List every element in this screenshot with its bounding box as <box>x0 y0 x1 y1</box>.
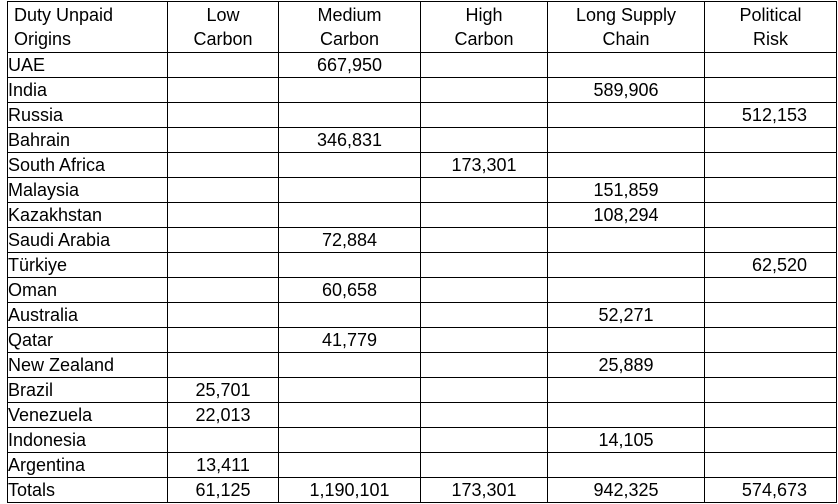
long-supply-chain-cell <box>548 53 705 78</box>
long-supply-chain-cell: 52,271 <box>548 303 705 328</box>
political-risk-cell <box>705 453 837 478</box>
header-political-risk <box>705 2 837 53</box>
low-carbon-cell <box>168 228 279 253</box>
political-risk-cell <box>705 353 837 378</box>
total-high-carbon: 173,301 <box>421 478 548 503</box>
table-row <box>8 128 837 153</box>
high-carbon-cell <box>421 328 548 353</box>
medium-carbon-cell <box>279 403 421 428</box>
medium-carbon-cell: 41,779 <box>279 328 421 353</box>
totals-label: Totals <box>8 478 168 503</box>
high-carbon-cell <box>421 353 548 378</box>
low-carbon-cell <box>168 178 279 203</box>
high-carbon-cell <box>421 53 548 78</box>
table-row <box>8 153 837 178</box>
low-carbon-cell <box>168 53 279 78</box>
low-carbon-cell: 25,701 <box>168 378 279 403</box>
origin-cell: Saudi Arabia <box>8 228 168 253</box>
medium-carbon-cell <box>279 453 421 478</box>
long-supply-chain-cell <box>548 378 705 403</box>
table-row <box>8 228 837 253</box>
medium-carbon-cell <box>279 103 421 128</box>
origin-cell: Indonesia <box>8 428 168 453</box>
medium-carbon-cell <box>279 428 421 453</box>
table-header <box>8 2 837 53</box>
high-carbon-cell <box>421 303 548 328</box>
header-medium-carbon <box>279 2 421 53</box>
political-risk-cell <box>705 203 837 228</box>
medium-carbon-cell <box>279 303 421 328</box>
high-carbon-cell <box>421 203 548 228</box>
low-carbon-cell <box>168 278 279 303</box>
origin-cell: Russia <box>8 103 168 128</box>
header-medium-carbon-line2: Carbon <box>319 29 380 49</box>
political-risk-cell <box>705 278 837 303</box>
political-risk-cell <box>705 128 837 153</box>
header-low-carbon-line1: Low <box>206 5 240 25</box>
high-carbon-cell <box>421 253 548 278</box>
high-carbon-cell <box>421 453 548 478</box>
header-high-carbon <box>421 2 548 53</box>
table-row <box>8 103 837 128</box>
political-risk-cell <box>705 178 837 203</box>
table-row <box>8 178 837 203</box>
table-row <box>8 428 837 453</box>
low-carbon-cell <box>168 78 279 103</box>
high-carbon-cell <box>421 428 548 453</box>
origin-cell: Türkiye <box>8 253 168 278</box>
low-carbon-cell: 13,411 <box>168 453 279 478</box>
medium-carbon-cell: 72,884 <box>279 228 421 253</box>
long-supply-chain-cell <box>548 228 705 253</box>
total-low-carbon: 61,125 <box>168 478 279 503</box>
totals-row <box>8 478 837 503</box>
medium-carbon-cell <box>279 178 421 203</box>
medium-carbon-cell <box>279 203 421 228</box>
table-row <box>8 303 837 328</box>
political-risk-cell <box>705 53 837 78</box>
medium-carbon-cell: 667,950 <box>279 53 421 78</box>
political-risk-cell <box>705 378 837 403</box>
medium-carbon-cell <box>279 78 421 103</box>
table-row <box>8 353 837 378</box>
total-long-supply-chain: 942,325 <box>548 478 705 503</box>
origin-cell: Kazakhstan <box>8 203 168 228</box>
low-carbon-cell <box>168 303 279 328</box>
long-supply-chain-cell <box>548 253 705 278</box>
high-carbon-cell <box>421 128 548 153</box>
political-risk-cell <box>705 78 837 103</box>
political-risk-cell <box>705 403 837 428</box>
low-carbon-cell <box>168 153 279 178</box>
long-supply-chain-cell <box>548 103 705 128</box>
origin-cell: Brazil <box>8 378 168 403</box>
long-supply-chain-cell <box>548 328 705 353</box>
header-low-carbon <box>168 2 279 53</box>
header-origins-line2: Origins <box>14 29 72 49</box>
medium-carbon-cell <box>279 153 421 178</box>
table-row <box>8 378 837 403</box>
total-medium-carbon: 1,190,101 <box>279 478 421 503</box>
high-carbon-cell <box>421 278 548 303</box>
long-supply-chain-cell: 151,859 <box>548 178 705 203</box>
origin-cell: India <box>8 78 168 103</box>
origin-cell: UAE <box>8 53 168 78</box>
header-political-risk-line2: Risk <box>753 29 788 49</box>
political-risk-cell <box>705 328 837 353</box>
table-row <box>8 203 837 228</box>
political-risk-cell <box>705 428 837 453</box>
table-row <box>8 253 837 278</box>
header-high-carbon-line1: High <box>465 5 503 25</box>
table-row <box>8 453 837 478</box>
long-supply-chain-cell <box>548 403 705 428</box>
duty-unpaid-origins-table <box>7 1 837 503</box>
header-long-supply-chain-line1: Long Supply <box>575 5 677 25</box>
table-row <box>8 328 837 353</box>
header-high-carbon-line2: Carbon <box>454 29 514 49</box>
header-long-supply-chain-line2: Chain <box>602 29 650 49</box>
low-carbon-cell <box>168 128 279 153</box>
header-long-supply-chain <box>548 2 705 53</box>
origin-cell: Qatar <box>8 328 168 353</box>
header-low-carbon-line2: Carbon <box>193 29 253 49</box>
table-row <box>8 78 837 103</box>
political-risk-cell <box>705 228 837 253</box>
long-supply-chain-cell <box>548 128 705 153</box>
high-carbon-cell <box>421 103 548 128</box>
table-body <box>8 53 837 503</box>
table-row <box>8 278 837 303</box>
low-carbon-cell <box>168 428 279 453</box>
long-supply-chain-cell: 108,294 <box>548 203 705 228</box>
high-carbon-cell: 173,301 <box>421 153 548 178</box>
long-supply-chain-cell <box>548 278 705 303</box>
origin-cell: Malaysia <box>8 178 168 203</box>
low-carbon-cell <box>168 253 279 278</box>
low-carbon-cell <box>168 353 279 378</box>
header-origins <box>8 2 168 53</box>
table-row <box>8 53 837 78</box>
high-carbon-cell <box>421 403 548 428</box>
political-risk-cell <box>705 303 837 328</box>
header-origins-line1: Duty Unpaid <box>14 5 114 25</box>
table-row <box>8 403 837 428</box>
long-supply-chain-cell: 589,906 <box>548 78 705 103</box>
origin-cell: New Zealand <box>8 353 168 378</box>
political-risk-cell: 62,520 <box>705 253 837 278</box>
origin-cell: Argentina <box>8 453 168 478</box>
political-risk-cell <box>705 153 837 178</box>
high-carbon-cell <box>421 378 548 403</box>
high-carbon-cell <box>421 78 548 103</box>
total-political-risk: 574,673 <box>705 478 837 503</box>
origin-cell: Bahrain <box>8 128 168 153</box>
medium-carbon-cell: 60,658 <box>279 278 421 303</box>
origin-cell: Australia <box>8 303 168 328</box>
header-row <box>8 2 837 53</box>
low-carbon-cell <box>168 328 279 353</box>
low-carbon-cell <box>168 203 279 228</box>
medium-carbon-cell <box>279 253 421 278</box>
origin-cell: South Africa <box>8 153 168 178</box>
header-medium-carbon-line1: Medium <box>317 5 382 25</box>
medium-carbon-cell <box>279 378 421 403</box>
low-carbon-cell <box>168 103 279 128</box>
medium-carbon-cell <box>279 353 421 378</box>
long-supply-chain-cell <box>548 153 705 178</box>
low-carbon-cell: 22,013 <box>168 403 279 428</box>
high-carbon-cell <box>421 178 548 203</box>
origin-cell: Venezuela <box>8 403 168 428</box>
political-risk-cell: 512,153 <box>705 103 837 128</box>
medium-carbon-cell: 346,831 <box>279 128 421 153</box>
long-supply-chain-cell: 14,105 <box>548 428 705 453</box>
origin-cell: Oman <box>8 278 168 303</box>
long-supply-chain-cell: 25,889 <box>548 353 705 378</box>
long-supply-chain-cell <box>548 453 705 478</box>
header-political-risk-line1: Political <box>739 5 802 25</box>
high-carbon-cell <box>421 228 548 253</box>
